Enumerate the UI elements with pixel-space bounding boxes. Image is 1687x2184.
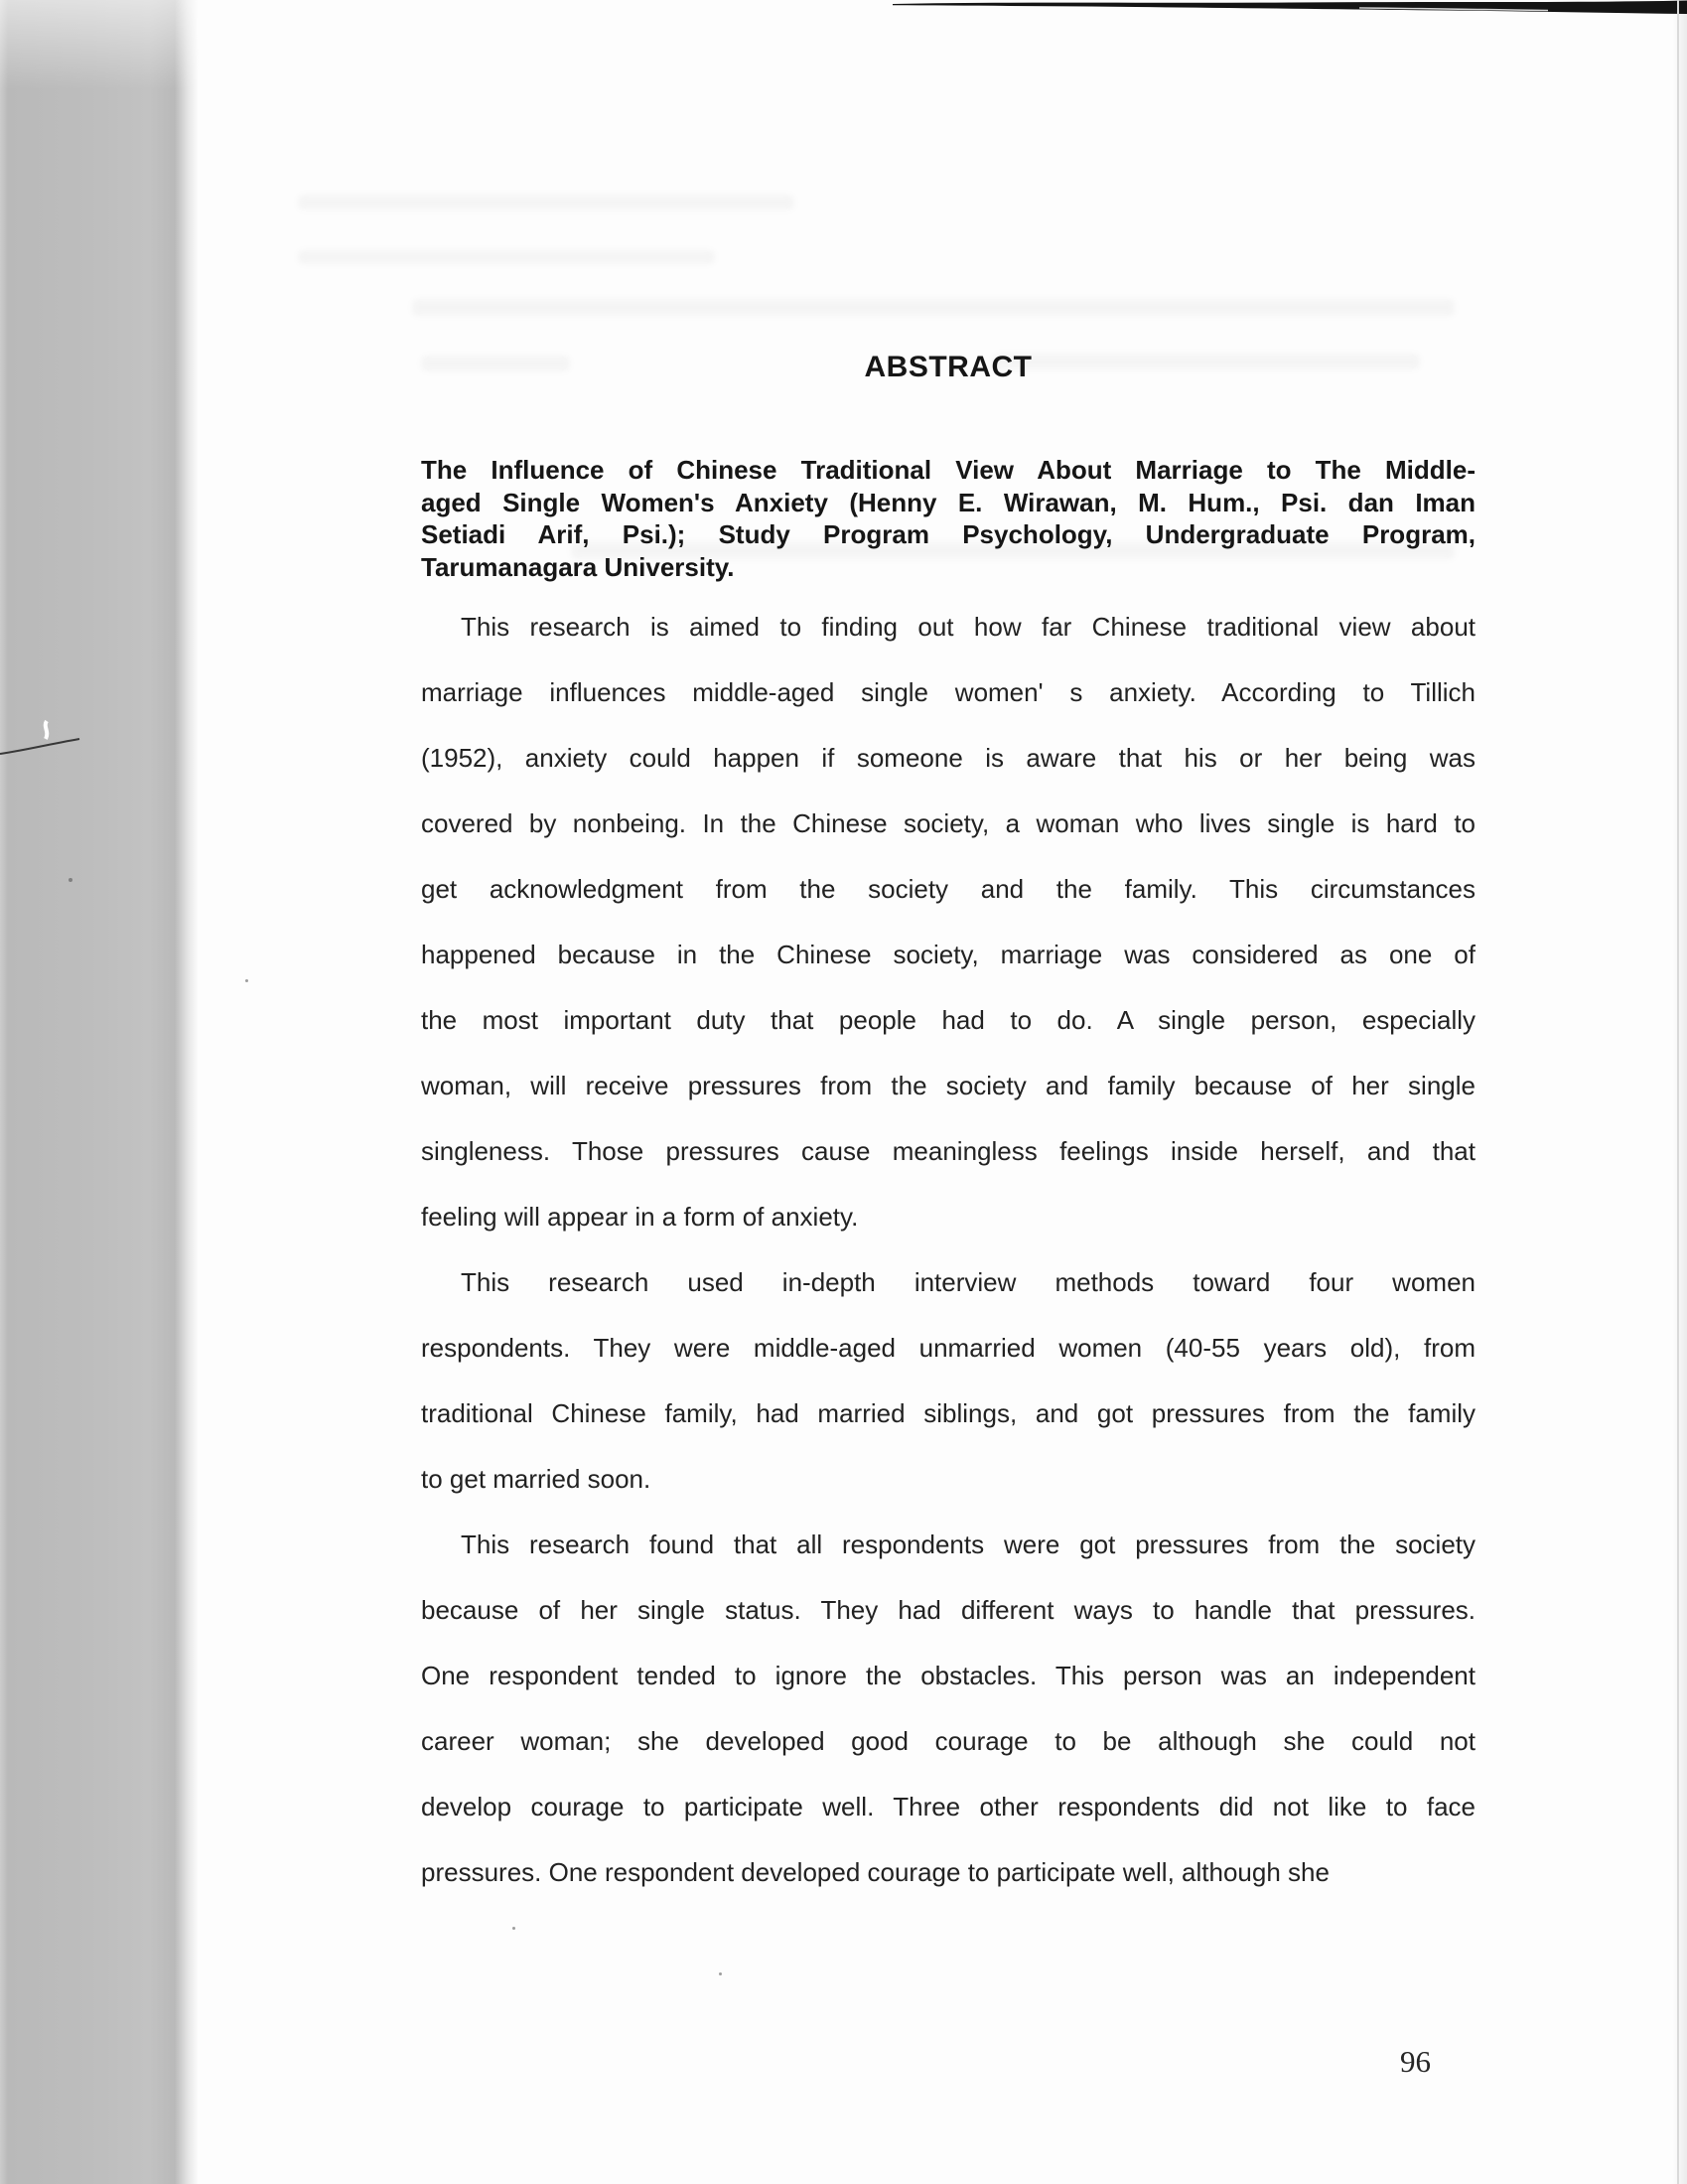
text-line: develop courage to participate well. Three other respondents did not like to face <box>421 1792 1476 1821</box>
text-line: pressures. One respondent developed courage to participate well, although she <box>421 1857 1330 1887</box>
bleedthrough-artifact <box>412 299 1455 316</box>
text-line: The Influence of Chinese Traditional View About Marriage to The Middle- <box>421 455 1476 485</box>
text-line: Tarumanagara University. <box>421 551 735 582</box>
text-line: career woman; she developed good courage to be although she could not <box>421 1726 1476 1756</box>
text-line: singleness. Those pressures cause meaningless feelings inside herself, and that <box>421 1136 1476 1166</box>
page-number: 96 <box>1400 2044 1431 2079</box>
text-line: This research found that all respondents were got pressures from the society <box>461 1529 1476 1559</box>
scan-speck <box>245 979 248 982</box>
bleedthrough-artifact <box>298 250 715 264</box>
text-line: feeling will appear in a form of anxiety. <box>421 1202 859 1232</box>
scan-speck <box>719 1972 722 1975</box>
thesis-title <box>421 454 1476 583</box>
text-line: get acknowledgment from the society and the family. This circumstances <box>421 874 1476 904</box>
text-line: traditional Chinese family, had married siblings, and got pressures from the family <box>421 1398 1476 1428</box>
text-line: respondents. They were middle-aged unmarried women (40-55 years old), from <box>421 1333 1476 1363</box>
scan-artifact-top-edge <box>893 0 1687 18</box>
text-line: (1952), anxiety could happen if someone is aware that his or her being was <box>421 743 1476 773</box>
scan-artifact-hair <box>0 713 83 763</box>
scan-speck <box>69 878 72 882</box>
page-title: ABSTRACT <box>864 351 1033 383</box>
text-line: because of her single status. They had different ways to handle that pressures. <box>421 1595 1476 1625</box>
text-line: the most important duty that people had to do. A single person, especially <box>421 1005 1476 1035</box>
bleedthrough-artifact <box>298 195 794 210</box>
text-line: Setiadi Arif, Psi.); Study Program Psychology, Undergraduate Program, <box>421 519 1476 549</box>
binding-shadow-fade <box>0 0 199 89</box>
text-line: to get married soon. <box>421 1464 651 1494</box>
page-binding-shadow <box>0 0 199 2184</box>
text-line: covered by nonbeing. In the Chinese society, a woman who lives single is hard to <box>421 808 1476 838</box>
scan-right-edge-line <box>1677 0 1679 2184</box>
text-line: aged Single Women's Anxiety (Henny E. Wirawan, M. Hum., Psi. dan Iman <box>421 487 1476 517</box>
text-line: This research is aimed to finding out how far Chinese traditional view about <box>461 612 1476 642</box>
text-line: One respondent tended to ignore the obstacles. This person was an independent <box>421 1661 1476 1690</box>
text-line: marriage influences middle-aged single women' s anxiety. According to Tillich <box>421 677 1476 707</box>
abstract-body <box>421 594 1476 1905</box>
text-line: This research used in-depth interview methods toward four women <box>461 1267 1476 1297</box>
scan-speck <box>512 1927 515 1930</box>
text-line: happened because in the Chinese society, marriage was considered as one of <box>421 940 1476 969</box>
text-line: woman, will receive pressures from the society and family because of her single <box>421 1071 1476 1100</box>
scan-right-edge-shade <box>1673 0 1687 2184</box>
